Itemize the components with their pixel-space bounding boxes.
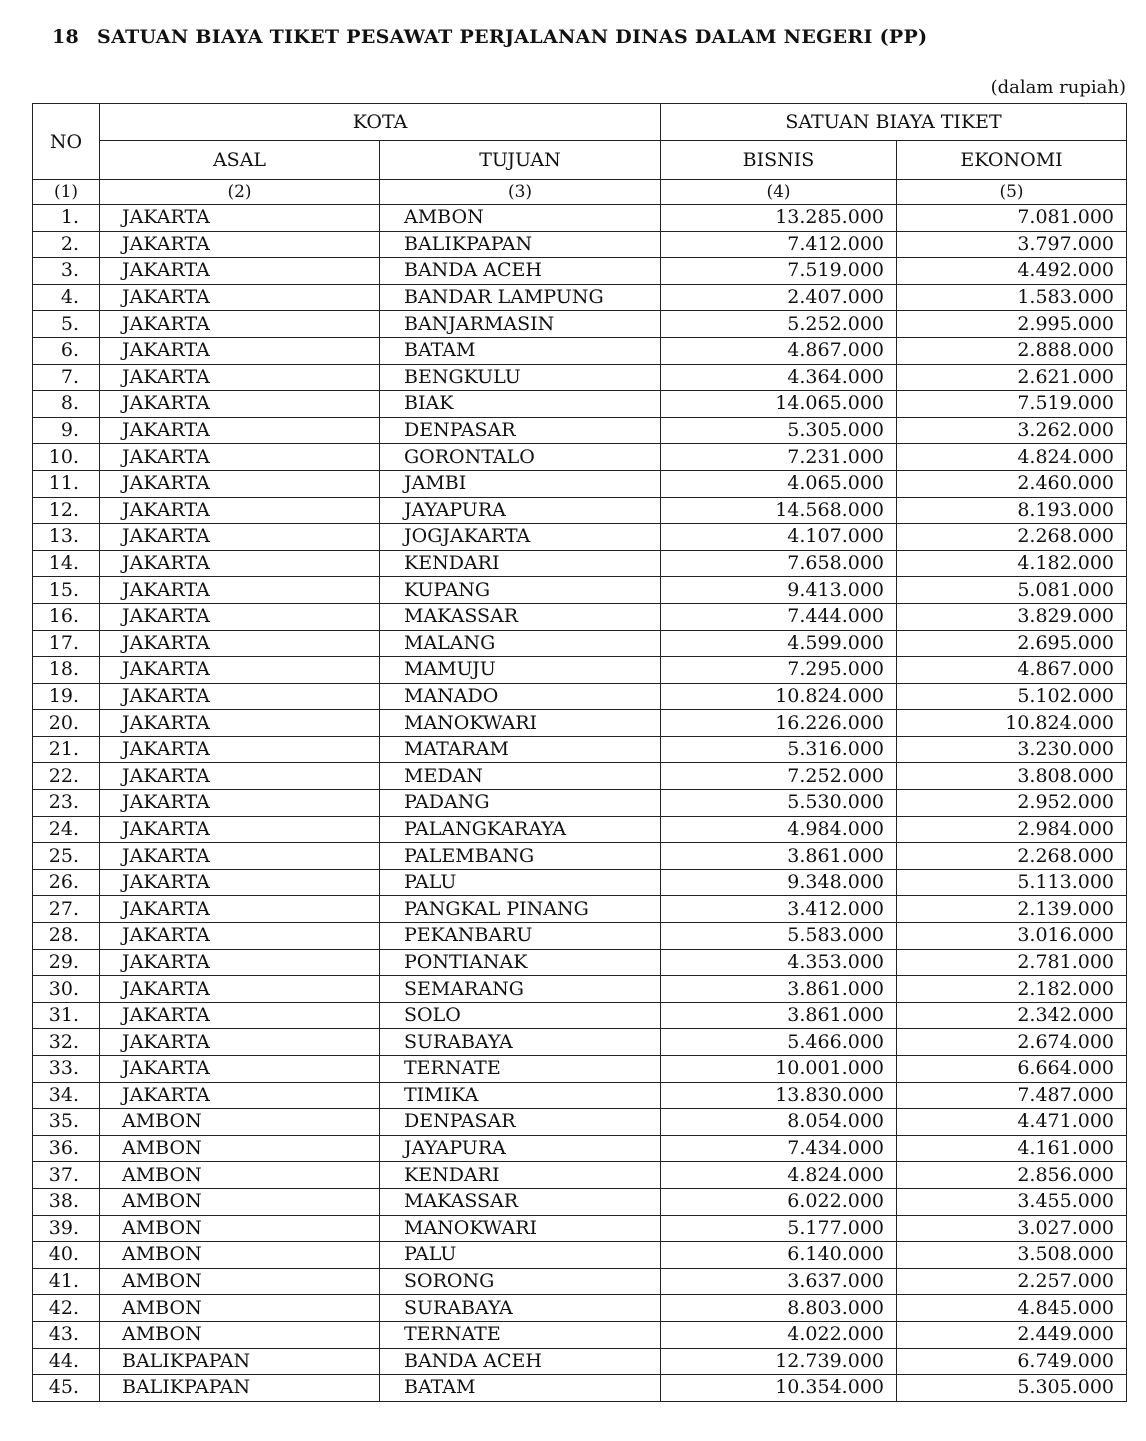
business-cost: 5.305.000: [661, 417, 897, 444]
origin-city: JAKARTA: [100, 949, 380, 976]
row-number: 20.: [33, 710, 100, 737]
destination-city: MALANG: [380, 630, 661, 657]
origin-city: JAKARTA: [100, 337, 380, 364]
business-cost: 5.466.000: [661, 1029, 897, 1056]
economy-cost: 5.113.000: [897, 869, 1127, 896]
destination-city: BIAK: [380, 391, 661, 418]
destination-city: PALU: [380, 869, 661, 896]
business-cost: 10.824.000: [661, 683, 897, 710]
row-number: 16.: [33, 603, 100, 630]
table-row: [33, 1215, 1127, 1242]
table-row: [33, 603, 1127, 630]
business-cost: 4.107.000: [661, 524, 897, 551]
origin-city: JAKARTA: [100, 630, 380, 657]
economy-cost: 5.305.000: [897, 1375, 1127, 1402]
destination-city: GORONTALO: [380, 444, 661, 471]
destination-city: SEMARANG: [380, 976, 661, 1003]
business-cost: 5.316.000: [661, 736, 897, 763]
origin-city: BALIKPAPAN: [100, 1348, 380, 1375]
row-number: 42.: [33, 1295, 100, 1322]
destination-city: MANOKWARI: [380, 710, 661, 737]
table-row: [33, 790, 1127, 817]
business-cost: 5.252.000: [661, 311, 897, 338]
business-cost: 9.348.000: [661, 869, 897, 896]
economy-cost: 2.139.000: [897, 896, 1127, 923]
economy-cost: 5.081.000: [897, 577, 1127, 604]
table-row: [33, 843, 1127, 870]
business-cost: 7.252.000: [661, 763, 897, 790]
business-cost: 7.658.000: [661, 550, 897, 577]
economy-cost: 2.268.000: [897, 843, 1127, 870]
header-asal: ASAL: [100, 141, 380, 180]
origin-city: JAKARTA: [100, 470, 380, 497]
table-row: [33, 364, 1127, 391]
table-row: [33, 923, 1127, 950]
destination-city: BANDA ACEH: [380, 1348, 661, 1375]
business-cost: 13.285.000: [661, 205, 897, 232]
economy-cost: 3.016.000: [897, 923, 1127, 950]
economy-cost: 7.519.000: [897, 391, 1127, 418]
table-row: [33, 470, 1127, 497]
row-number: 33.: [33, 1056, 100, 1083]
origin-city: AMBON: [100, 1215, 380, 1242]
business-cost: 10.001.000: [661, 1056, 897, 1083]
economy-cost: 1.583.000: [897, 284, 1127, 311]
destination-city: DENPASAR: [380, 1109, 661, 1136]
destination-city: SORONG: [380, 1268, 661, 1295]
business-cost: 8.054.000: [661, 1109, 897, 1136]
economy-cost: 2.856.000: [897, 1162, 1127, 1189]
economy-cost: 2.460.000: [897, 470, 1127, 497]
row-number: 43.: [33, 1321, 100, 1348]
business-cost: 3.412.000: [661, 896, 897, 923]
table-row: [33, 869, 1127, 896]
column-index: (1): [33, 180, 100, 205]
destination-city: PALEMBANG: [380, 843, 661, 870]
origin-city: JAKARTA: [100, 524, 380, 551]
destination-city: BALIKPAPAN: [380, 231, 661, 258]
destination-city: BATAM: [380, 337, 661, 364]
economy-cost: 3.508.000: [897, 1242, 1127, 1269]
table-row: [33, 1188, 1127, 1215]
economy-cost: 2.182.000: [897, 976, 1127, 1003]
destination-city: TIMIKA: [380, 1082, 661, 1109]
economy-cost: 3.027.000: [897, 1215, 1127, 1242]
business-cost: 14.065.000: [661, 391, 897, 418]
origin-city: JAKARTA: [100, 1082, 380, 1109]
table-row: [33, 205, 1127, 232]
origin-city: JAKARTA: [100, 896, 380, 923]
business-cost: 7.295.000: [661, 657, 897, 684]
destination-city: MATARAM: [380, 736, 661, 763]
origin-city: JAKARTA: [100, 790, 380, 817]
row-number: 39.: [33, 1215, 100, 1242]
destination-city: JOGJAKARTA: [380, 524, 661, 551]
header-kota: KOTA: [100, 104, 661, 141]
business-cost: 6.022.000: [661, 1188, 897, 1215]
table-row: [33, 736, 1127, 763]
economy-cost: 4.161.000: [897, 1135, 1127, 1162]
row-number: 8.: [33, 391, 100, 418]
economy-cost: 4.867.000: [897, 657, 1127, 684]
destination-city: PANGKAL PINANG: [380, 896, 661, 923]
table-row: [33, 949, 1127, 976]
business-cost: 7.444.000: [661, 603, 897, 630]
table-row: [33, 444, 1127, 471]
origin-city: AMBON: [100, 1295, 380, 1322]
origin-city: AMBON: [100, 1109, 380, 1136]
row-number: 41.: [33, 1268, 100, 1295]
destination-city: PONTIANAK: [380, 949, 661, 976]
economy-cost: 10.824.000: [897, 710, 1127, 737]
economy-cost: 2.888.000: [897, 337, 1127, 364]
business-cost: 13.830.000: [661, 1082, 897, 1109]
table-row: [33, 284, 1127, 311]
row-number: 34.: [33, 1082, 100, 1109]
origin-city: JAKARTA: [100, 1056, 380, 1083]
row-number: 24.: [33, 816, 100, 843]
header-satuan-biaya: SATUAN BIAYA TIKET: [661, 104, 1127, 141]
section-title: SATUAN BIAYA TIKET PESAWAT PERJALANAN DINAS DALAM NEGERI (PP): [97, 26, 928, 48]
table-row: [33, 1242, 1127, 1269]
origin-city: JAKARTA: [100, 391, 380, 418]
business-cost: 5.530.000: [661, 790, 897, 817]
origin-city: JAKARTA: [100, 710, 380, 737]
row-number: 7.: [33, 364, 100, 391]
destination-city: MAMUJU: [380, 657, 661, 684]
origin-city: JAKARTA: [100, 657, 380, 684]
destination-city: BANDA ACEH: [380, 258, 661, 285]
table-row: [33, 337, 1127, 364]
table-row: [33, 391, 1127, 418]
row-number: 2.: [33, 231, 100, 258]
table-row: [33, 497, 1127, 524]
section-number: 18: [52, 26, 80, 48]
destination-city: AMBON: [380, 205, 661, 232]
business-cost: 4.867.000: [661, 337, 897, 364]
economy-cost: 3.797.000: [897, 231, 1127, 258]
economy-cost: 3.829.000: [897, 603, 1127, 630]
business-cost: 3.861.000: [661, 976, 897, 1003]
unit-note: (dalam rupiah): [990, 77, 1126, 98]
economy-cost: 2.342.000: [897, 1002, 1127, 1029]
row-number: 27.: [33, 896, 100, 923]
row-number: 23.: [33, 790, 100, 817]
row-number: 35.: [33, 1109, 100, 1136]
business-cost: 7.434.000: [661, 1135, 897, 1162]
row-number: 38.: [33, 1188, 100, 1215]
row-number: 5.: [33, 311, 100, 338]
business-cost: 6.140.000: [661, 1242, 897, 1269]
economy-cost: 4.471.000: [897, 1109, 1127, 1136]
origin-city: JAKARTA: [100, 869, 380, 896]
destination-city: BATAM: [380, 1375, 661, 1402]
destination-city: SURABAYA: [380, 1295, 661, 1322]
table-row: [33, 1002, 1127, 1029]
row-number: 3.: [33, 258, 100, 285]
economy-cost: 3.808.000: [897, 763, 1127, 790]
table-row: [33, 1135, 1127, 1162]
destination-city: SURABAYA: [380, 1029, 661, 1056]
business-cost: 10.354.000: [661, 1375, 897, 1402]
header-ekonomi: EKONOMI: [897, 141, 1127, 180]
economy-cost: 2.952.000: [897, 790, 1127, 817]
row-number: 18.: [33, 657, 100, 684]
economy-cost: 2.257.000: [897, 1268, 1127, 1295]
row-number: 11.: [33, 470, 100, 497]
economy-cost: 2.268.000: [897, 524, 1127, 551]
economy-cost: 6.664.000: [897, 1056, 1127, 1083]
origin-city: JAKARTA: [100, 843, 380, 870]
origin-city: JAKARTA: [100, 1002, 380, 1029]
business-cost: 3.637.000: [661, 1268, 897, 1295]
origin-city: JAKARTA: [100, 763, 380, 790]
business-cost: 12.739.000: [661, 1348, 897, 1375]
destination-city: PEKANBARU: [380, 923, 661, 950]
business-cost: 7.231.000: [661, 444, 897, 471]
economy-cost: 2.695.000: [897, 630, 1127, 657]
table-row: [33, 763, 1127, 790]
origin-city: JAKARTA: [100, 1029, 380, 1056]
business-cost: 4.984.000: [661, 816, 897, 843]
origin-city: JAKARTA: [100, 284, 380, 311]
row-number: 36.: [33, 1135, 100, 1162]
row-number: 9.: [33, 417, 100, 444]
row-number: 31.: [33, 1002, 100, 1029]
table-row: [33, 1056, 1127, 1083]
row-number: 6.: [33, 337, 100, 364]
page-title: [52, 26, 927, 48]
economy-cost: 3.262.000: [897, 417, 1127, 444]
destination-city: MAKASSAR: [380, 603, 661, 630]
business-cost: 4.599.000: [661, 630, 897, 657]
business-cost: 5.177.000: [661, 1215, 897, 1242]
destination-city: JAMBI: [380, 470, 661, 497]
row-number: 14.: [33, 550, 100, 577]
origin-city: BALIKPAPAN: [100, 1375, 380, 1402]
origin-city: AMBON: [100, 1242, 380, 1269]
table-row: [33, 417, 1127, 444]
origin-city: JAKARTA: [100, 311, 380, 338]
row-number: 19.: [33, 683, 100, 710]
economy-cost: 2.449.000: [897, 1321, 1127, 1348]
table-row: [33, 710, 1127, 737]
table-row: [33, 1321, 1127, 1348]
destination-city: JAYAPURA: [380, 497, 661, 524]
business-cost: 16.226.000: [661, 710, 897, 737]
destination-city: PALANGKARAYA: [380, 816, 661, 843]
origin-city: JAKARTA: [100, 444, 380, 471]
origin-city: JAKARTA: [100, 417, 380, 444]
economy-cost: 3.455.000: [897, 1188, 1127, 1215]
economy-cost: 7.487.000: [897, 1082, 1127, 1109]
table-row: [33, 1029, 1127, 1056]
table-row: [33, 258, 1127, 285]
business-cost: 8.803.000: [661, 1295, 897, 1322]
business-cost: 4.022.000: [661, 1321, 897, 1348]
table-row: [33, 1295, 1127, 1322]
column-index: (3): [380, 180, 661, 205]
business-cost: 4.065.000: [661, 470, 897, 497]
destination-city: PALU: [380, 1242, 661, 1269]
table-row: [33, 1348, 1127, 1375]
destination-city: PADANG: [380, 790, 661, 817]
destination-city: TERNATE: [380, 1321, 661, 1348]
row-number: 12.: [33, 497, 100, 524]
destination-city: BENGKULU: [380, 364, 661, 391]
origin-city: JAKARTA: [100, 923, 380, 950]
economy-cost: 6.749.000: [897, 1348, 1127, 1375]
destination-city: MAKASSAR: [380, 1188, 661, 1215]
table-row: [33, 1162, 1127, 1189]
row-number: 13.: [33, 524, 100, 551]
row-number: 10.: [33, 444, 100, 471]
row-number: 37.: [33, 1162, 100, 1189]
destination-city: KENDARI: [380, 550, 661, 577]
economy-cost: 7.081.000: [897, 205, 1127, 232]
origin-city: JAKARTA: [100, 205, 380, 232]
origin-city: JAKARTA: [100, 736, 380, 763]
header-no: NO: [33, 104, 100, 180]
business-cost: 9.413.000: [661, 577, 897, 604]
origin-city: JAKARTA: [100, 683, 380, 710]
row-number: 30.: [33, 976, 100, 1003]
row-number: 4.: [33, 284, 100, 311]
business-cost: 4.824.000: [661, 1162, 897, 1189]
economy-cost: 4.492.000: [897, 258, 1127, 285]
economy-cost: 3.230.000: [897, 736, 1127, 763]
destination-city: MEDAN: [380, 763, 661, 790]
business-cost: 2.407.000: [661, 284, 897, 311]
table-row: [33, 1109, 1127, 1136]
destination-city: KUPANG: [380, 577, 661, 604]
table-row: [33, 657, 1127, 684]
row-number: 32.: [33, 1029, 100, 1056]
economy-cost: 2.984.000: [897, 816, 1127, 843]
destination-city: BANJARMASIN: [380, 311, 661, 338]
table-row: [33, 577, 1127, 604]
ticket-cost-table: [32, 103, 1127, 1402]
economy-cost: 4.182.000: [897, 550, 1127, 577]
business-cost: 3.861.000: [661, 843, 897, 870]
destination-city: MANOKWARI: [380, 1215, 661, 1242]
header-tujuan: TUJUAN: [380, 141, 661, 180]
origin-city: JAKARTA: [100, 497, 380, 524]
table-row: [33, 550, 1127, 577]
economy-cost: 2.995.000: [897, 311, 1127, 338]
table-row: [33, 816, 1127, 843]
economy-cost: 2.674.000: [897, 1029, 1127, 1056]
destination-city: TERNATE: [380, 1056, 661, 1083]
row-number: 40.: [33, 1242, 100, 1269]
row-number: 1.: [33, 205, 100, 232]
origin-city: AMBON: [100, 1268, 380, 1295]
economy-cost: 2.781.000: [897, 949, 1127, 976]
business-cost: 7.519.000: [661, 258, 897, 285]
business-cost: 14.568.000: [661, 497, 897, 524]
destination-city: DENPASAR: [380, 417, 661, 444]
table-row: [33, 1082, 1127, 1109]
origin-city: JAKARTA: [100, 550, 380, 577]
destination-city: MANADO: [380, 683, 661, 710]
economy-cost: 4.824.000: [897, 444, 1127, 471]
destination-city: SOLO: [380, 1002, 661, 1029]
table-body: [33, 205, 1127, 1402]
row-number: 22.: [33, 763, 100, 790]
table-row: [33, 311, 1127, 338]
table-row: [33, 630, 1127, 657]
business-cost: 5.583.000: [661, 923, 897, 950]
table-row: [33, 524, 1127, 551]
destination-city: BANDAR LAMPUNG: [380, 284, 661, 311]
table-row: [33, 683, 1127, 710]
business-cost: 3.861.000: [661, 1002, 897, 1029]
header-bisnis: BISNIS: [661, 141, 897, 180]
economy-cost: 2.621.000: [897, 364, 1127, 391]
origin-city: JAKARTA: [100, 577, 380, 604]
table-row: [33, 1268, 1127, 1295]
row-number: 28.: [33, 923, 100, 950]
origin-city: AMBON: [100, 1321, 380, 1348]
row-number: 25.: [33, 843, 100, 870]
column-index: (5): [897, 180, 1127, 205]
business-cost: 7.412.000: [661, 231, 897, 258]
row-number: 21.: [33, 736, 100, 763]
origin-city: JAKARTA: [100, 816, 380, 843]
economy-cost: 4.845.000: [897, 1295, 1127, 1322]
row-number: 44.: [33, 1348, 100, 1375]
origin-city: JAKARTA: [100, 603, 380, 630]
row-number: 29.: [33, 949, 100, 976]
row-number: 45.: [33, 1375, 100, 1402]
business-cost: 4.364.000: [661, 364, 897, 391]
origin-city: JAKARTA: [100, 976, 380, 1003]
origin-city: JAKARTA: [100, 258, 380, 285]
origin-city: JAKARTA: [100, 231, 380, 258]
column-index: (4): [661, 180, 897, 205]
column-index: (2): [100, 180, 380, 205]
origin-city: AMBON: [100, 1135, 380, 1162]
origin-city: AMBON: [100, 1162, 380, 1189]
destination-city: KENDARI: [380, 1162, 661, 1189]
table-row: [33, 231, 1127, 258]
row-number: 15.: [33, 577, 100, 604]
origin-city: AMBON: [100, 1188, 380, 1215]
economy-cost: 8.193.000: [897, 497, 1127, 524]
economy-cost: 5.102.000: [897, 683, 1127, 710]
row-number: 17.: [33, 630, 100, 657]
business-cost: 4.353.000: [661, 949, 897, 976]
table-row: [33, 1375, 1127, 1402]
origin-city: JAKARTA: [100, 364, 380, 391]
table-row: [33, 976, 1127, 1003]
destination-city: JAYAPURA: [380, 1135, 661, 1162]
table-row: [33, 896, 1127, 923]
row-number: 26.: [33, 869, 100, 896]
